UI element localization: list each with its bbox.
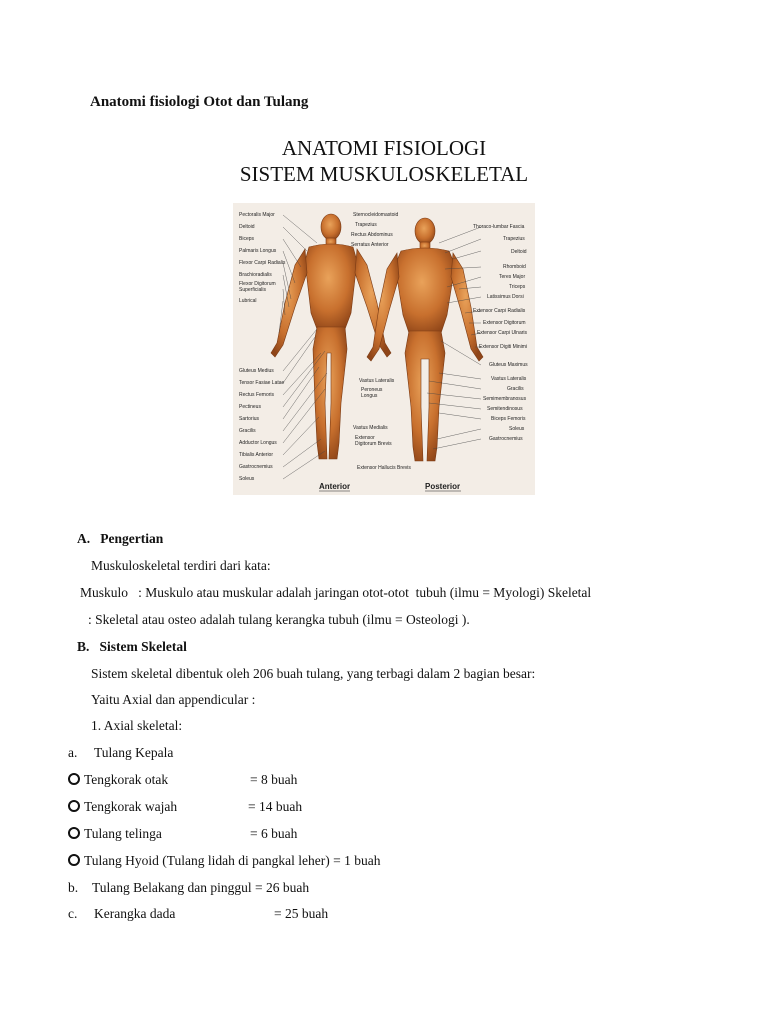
muscle-label: Deltoid	[239, 224, 255, 230]
muscle-label: Gluteus Maximus	[489, 362, 528, 368]
muscle-label: Palmaris Longus	[239, 248, 277, 254]
muscle-label: Tensor Fasiae Latae	[239, 380, 285, 386]
muscle-label: Soleus	[509, 426, 525, 432]
caption-posterior: Posterior	[425, 482, 461, 491]
bullet-tengkorak-otak	[68, 772, 168, 788]
muscle-label: Gastrocnemius	[239, 464, 273, 470]
muscle-label: Thoraco-lumbar Fascia	[473, 224, 525, 230]
bullet-tengkorak-wajah	[68, 799, 177, 815]
item-kerangka-dada: Kerangka dada	[94, 906, 176, 921]
section-b-line-3: 1. Axial skeletal:	[91, 718, 183, 733]
muscle-label: Digitorum Brevis	[355, 441, 392, 447]
section-a-line-1: Muskuloskeletal terdiri dari kata:	[91, 558, 271, 573]
muscle-label: Extensor Carpi Radialis	[473, 308, 526, 314]
muscle-label: Flexor Carpi Radialis	[239, 260, 286, 266]
section-b-line-2: Yaitu Axial dan appendicular :	[91, 692, 256, 707]
section-b-line-1: Sistem skeletal dibentuk oleh 206 buah tulang, yang terbagi dalam 2 bagian besar:	[91, 666, 536, 681]
muscle-label: Peroneus	[361, 387, 383, 393]
muscle-label: Extensor Carpi Ulnaris	[477, 330, 528, 336]
bullet-tulang-telinga	[68, 826, 162, 842]
muscle-label: Gracilis	[507, 386, 524, 392]
bullet-value: = 8 buah	[250, 772, 298, 787]
bullet-label: Tulang telinga	[84, 826, 162, 841]
item-kerangka-dada-value: = 25 buah	[274, 906, 329, 921]
bullet-value: = 6 buah	[250, 826, 298, 841]
bullet-tulang-hyoid	[68, 853, 380, 869]
muscle-label: Teres Major	[499, 274, 526, 280]
muscle-label: Deltoid	[511, 249, 527, 255]
bullet-value: = 14 buah	[248, 799, 303, 814]
muscle-label: Extensor Digitorum	[483, 320, 526, 326]
section-b-heading: B. Sistem Skeletal	[77, 639, 187, 654]
item-tulang-kepala: Tulang Kepala	[94, 745, 174, 760]
section-a-heading: A. Pengertian	[77, 531, 164, 546]
document-title: Anatomi fisiologi Otot dan Tulang	[90, 94, 309, 110]
muscle-label: Serratus Anterior	[351, 242, 389, 248]
muscle-label: Rhomboid	[503, 264, 526, 270]
muscle-label: Extensor	[355, 435, 375, 441]
ring-bullet-icon	[68, 827, 80, 839]
muscle-label: Trapezius	[355, 222, 377, 228]
list-marker-c: c.	[68, 906, 78, 921]
muscle-label: Sternocleidomastoid	[353, 212, 399, 218]
muscle-label: Vastus Medialis	[353, 425, 388, 431]
muscle-label: Rectus Abdominus	[351, 232, 393, 238]
main-title-line-2: SISTEM MUSKULOSKELETAL	[239, 162, 529, 186]
muscle-label: Lubrical	[239, 298, 257, 304]
muscle-label: Gastrocnemius	[489, 436, 523, 442]
ring-bullet-icon	[68, 800, 80, 812]
muscle-label: Longus	[361, 393, 378, 399]
section-a-line-2: Muskulo : Muskulo atau muskular adalah jaringan otot-otot tubuh (ilmu = Myologi) Skeletal	[80, 585, 592, 600]
muscle-label: Gluteus Medius	[239, 368, 274, 374]
muscle-anatomy-figure	[233, 203, 535, 495]
muscle-label: Biceps Femoris	[491, 416, 526, 422]
ring-bullet-icon	[68, 773, 80, 785]
ring-bullet-icon	[68, 854, 80, 866]
muscle-label: Extensor Hallucis Brevis	[357, 465, 411, 471]
muscle-label: Extensor Digiti Minimi	[479, 344, 528, 350]
muscle-label: Semimembranosus	[483, 396, 527, 402]
muscle-label: Biceps	[239, 236, 255, 242]
muscle-label: Semitendinosus	[487, 406, 523, 412]
bullet-label: Tengkorak otak	[84, 772, 169, 787]
bullet-label: Tengkorak wajah	[84, 799, 178, 814]
muscle-label: Brachioradialis	[239, 272, 272, 278]
muscle-label: Vastus Lateralis	[491, 376, 527, 382]
muscle-label: Superficialis	[239, 287, 266, 293]
muscle-label: Rectus Femoris	[239, 392, 275, 398]
section-a-line-3: : Skeletal atau osteo adalah tulang kerangka tubuh (ilmu = Osteologi ).	[88, 612, 470, 627]
muscle-label: Adductor Longus	[239, 440, 277, 446]
muscle-label: Vastus Lateralis	[359, 378, 395, 384]
item-tulang-belakang: Tulang Belakang dan pinggul = 26 buah	[92, 880, 310, 895]
bullet-label: Tulang Hyoid (Tulang lidah di pangkal leher) = 1 buah	[84, 853, 381, 868]
muscle-label: Pectineus	[239, 404, 261, 410]
muscle-label: Sartorius	[239, 416, 260, 422]
muscle-label: Gracilis	[239, 428, 256, 434]
muscle-label: Soleus	[239, 476, 255, 482]
muscle-label: Flexor Digitorum	[239, 281, 276, 287]
caption-anterior: Anterior	[319, 482, 351, 491]
muscle-label: Triceps	[509, 284, 526, 290]
list-marker-a: a.	[68, 745, 78, 760]
list-marker-b: b.	[68, 880, 79, 895]
muscle-label: Latissimus Dorsi	[487, 294, 524, 300]
main-title-line-1: ANATOMI FISIOLOGI	[281, 136, 487, 160]
muscle-label: Pectoralis Major	[239, 212, 275, 218]
muscle-label: Trapezius	[503, 236, 525, 242]
muscle-label: Tibialis Anterior	[239, 452, 273, 458]
